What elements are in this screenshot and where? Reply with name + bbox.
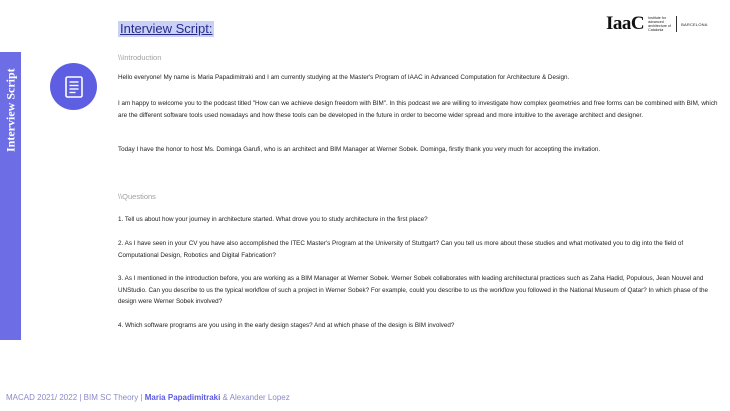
document-icon bbox=[64, 76, 84, 98]
logo-subtitle: Institute for advanced architecture of Catalonia bbox=[648, 15, 671, 33]
question-3: 3. As I mentioned in the introduction before, you are working as a BIM Manager at Werner Sobek. Werner Sobek collaborates with leading architectural practices such as Zaha Hadid, Populous, Jean Nouvel and UNStudio. Can you describe to us the typical workflow of such a project in Werner Sobek? For example, could you describe to us the workflow you followed in the National Museum of Qatar? In which phase of the design were Werner Sobek involved? bbox=[118, 275, 708, 305]
footer-suffix: & Alexander Lopez bbox=[220, 393, 290, 402]
question-2: 2. As I have seen in your CV you have also accomplished the ITEC Master's Program at the University of Stuttgart? Can you tell us more about these studies and what motivated you to dig into the field of Computational Design, Robotics and Digital Fabrication? bbox=[118, 240, 684, 259]
logo-city: BARCELONA bbox=[681, 21, 708, 27]
question-1: 1. Tell us about how your journey in architecture started. What drove you to study architecture in the first place? bbox=[118, 216, 428, 223]
intro-paragraph-1: Hello everyone! My name is Maria Papadimitraki and I am currently studying at the Master's Program of IAAC in Advanced Computation for Architecture & Design. bbox=[118, 74, 570, 81]
sidebar-title: Interview Script bbox=[3, 68, 18, 152]
question-4: 4. Which software programs are you using in the early design stages? And at which phase of the design is BIM involved? bbox=[118, 322, 455, 329]
intro-paragraph-2: I am happy to welcome you to the podcast titled "How can we achieve design freedom with BIM". In this podcast we are willing to investigate how complex geometries and free forms can be combined with BIM, which are the different software tools used nowadays and how these tools can be developed in the future in order to become wider spread and more intuitive to the average architect and designer. bbox=[118, 100, 718, 119]
logo-mark: IaaC bbox=[606, 13, 645, 34]
page-title: Interview Script: bbox=[120, 21, 213, 36]
footer-prefix: MACAD 2021/ 2022 | BIM SC Theory | bbox=[6, 393, 145, 402]
questions-label: \\Questions bbox=[118, 192, 156, 201]
footer-credits bbox=[6, 393, 290, 402]
document-icon-badge bbox=[50, 63, 97, 110]
intro-paragraph-3: Today I have the honor to host Ms. Dominga Garufi, who is an architect and BIM Manager at Werner Sobek. Dominga, firstly thank you very much for accepting the invitation. bbox=[118, 146, 601, 153]
intro-label: \\Introduction bbox=[118, 53, 162, 62]
iaac-logo bbox=[606, 12, 726, 36]
logo-divider bbox=[676, 16, 677, 32]
footer-author-1: Maria Papadimitraki bbox=[144, 393, 221, 402]
